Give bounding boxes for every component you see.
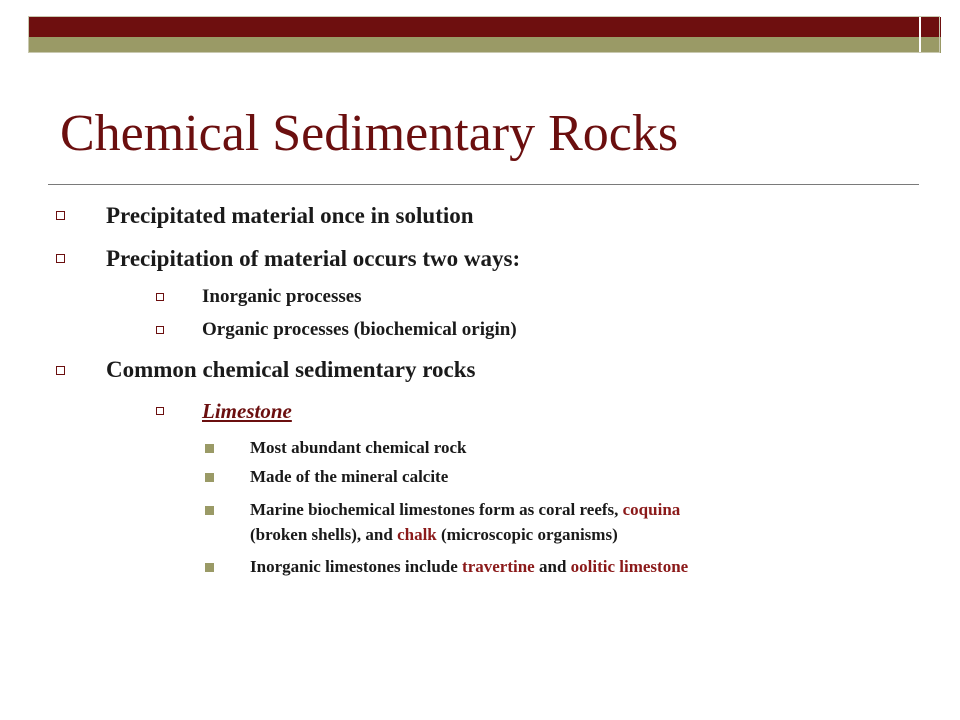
filled-square-icon <box>205 473 214 482</box>
title-divider <box>48 184 919 185</box>
detail-text: (broken shells), and <box>250 525 398 544</box>
bullet-item: Precipitated material once in solution <box>106 203 474 228</box>
hollow-square-icon <box>56 211 65 220</box>
term-coquina: coquina <box>622 500 681 519</box>
hollow-square-icon <box>156 293 164 301</box>
hollow-square-icon <box>56 254 65 263</box>
slide-title: Chemical Sedimentary Rocks <box>60 105 679 162</box>
detail-item-continuation <box>250 523 618 547</box>
detail-text: Inorganic limestones include <box>250 557 463 576</box>
sub-bullet-item: Organic processes (biochemical origin) <box>202 319 517 340</box>
detail-item <box>250 555 688 579</box>
bullet-item: Precipitation of material occurs two ways: <box>106 246 521 271</box>
detail-item: Made of the mineral calcite <box>250 467 449 486</box>
filled-square-icon <box>205 506 214 515</box>
term-travertine: travertine <box>462 557 535 576</box>
filled-square-icon <box>205 444 214 453</box>
filled-square-icon <box>205 563 214 572</box>
term-chalk: chalk <box>397 525 437 544</box>
hollow-square-icon <box>56 366 65 375</box>
term-oolitic-limestone: oolitic limestone <box>570 557 689 576</box>
detail-item: Most abundant chemical rock <box>250 438 467 457</box>
detail-text: (microscopic organisms) <box>436 525 618 544</box>
limestone-link[interactable]: Limestone <box>202 399 292 423</box>
detail-text: Marine biochemical limestones form as coral reefs, <box>250 500 623 519</box>
sub-bullet-item: Inorganic processes <box>202 286 362 307</box>
detail-text: and <box>534 557 571 576</box>
hollow-square-icon <box>156 407 164 415</box>
limestone-link-item <box>202 397 292 425</box>
hollow-square-icon <box>156 326 164 334</box>
bullet-item: Common chemical sedimentary rocks <box>106 357 476 382</box>
detail-item <box>250 498 680 522</box>
header-outline <box>28 16 940 53</box>
